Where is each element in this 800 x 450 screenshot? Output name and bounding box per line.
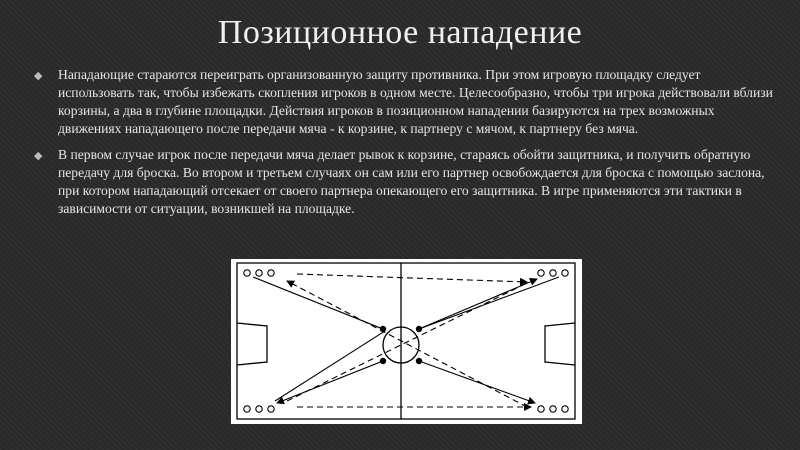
slide-title: Позиционное нападение xyxy=(217,14,583,51)
defender-marker xyxy=(416,326,422,332)
player-marker xyxy=(562,270,568,276)
diamond-bullet-icon: ◆ xyxy=(34,70,43,82)
bullet-item xyxy=(34,146,774,218)
player-marker xyxy=(268,270,274,276)
bullet-list xyxy=(34,66,774,226)
dashed-run-line xyxy=(297,274,527,282)
player-marker xyxy=(244,270,250,276)
player-marker xyxy=(562,406,568,412)
player-marker xyxy=(550,406,556,412)
move-line xyxy=(275,331,385,401)
player-marker xyxy=(268,406,274,412)
move-line xyxy=(419,277,559,329)
player-marker xyxy=(256,270,262,276)
dashed-run-line xyxy=(287,283,527,401)
player-marker xyxy=(538,406,544,412)
move-line xyxy=(277,361,383,403)
bullet-text: Нападающие стараются переиграть организованную защиту противника. При этом игровую площадку следует использовать так, чтобы избежать скопления игроков в одном месте. Целесообразно, чтобы три игрока действовали вблизи корзины, а два в глубине площадки. Действия игроков в позиционном нападении базируются на трех возможных движениях нападающего после передачи мяча - к корзине, к партнеру с мячом, к партнеру без мяча. xyxy=(58,67,773,136)
move-line xyxy=(419,361,535,403)
court-diagram xyxy=(231,259,582,424)
left-key xyxy=(237,323,267,365)
move-line xyxy=(419,279,537,329)
player-marker xyxy=(550,270,556,276)
bullet-text: В первом случае игрок после передачи мяча делает рывок к корзине, стараясь обойти защитника, и получить обратную передачу для броска. Во втором и третьем случаях он сам или его партнер освобождается для броска с помощью заслона, при котором нападающий отсекает от своего партнера опекающего его защитника. В игре применяются эти тактики в зависимости от ситуации, возникшей на площадке. xyxy=(58,147,765,216)
player-marker xyxy=(244,406,250,412)
player-marker xyxy=(256,406,262,412)
defender-marker xyxy=(416,358,422,364)
court-boundary xyxy=(237,263,575,419)
dashed-run-line xyxy=(287,281,527,407)
defender-marker xyxy=(380,358,386,364)
court-svg xyxy=(231,259,582,424)
diamond-bullet-icon: ◆ xyxy=(34,150,43,162)
player-marker xyxy=(538,270,544,276)
right-key xyxy=(545,323,575,365)
defender-marker xyxy=(380,326,386,332)
bullet-item xyxy=(34,66,774,138)
